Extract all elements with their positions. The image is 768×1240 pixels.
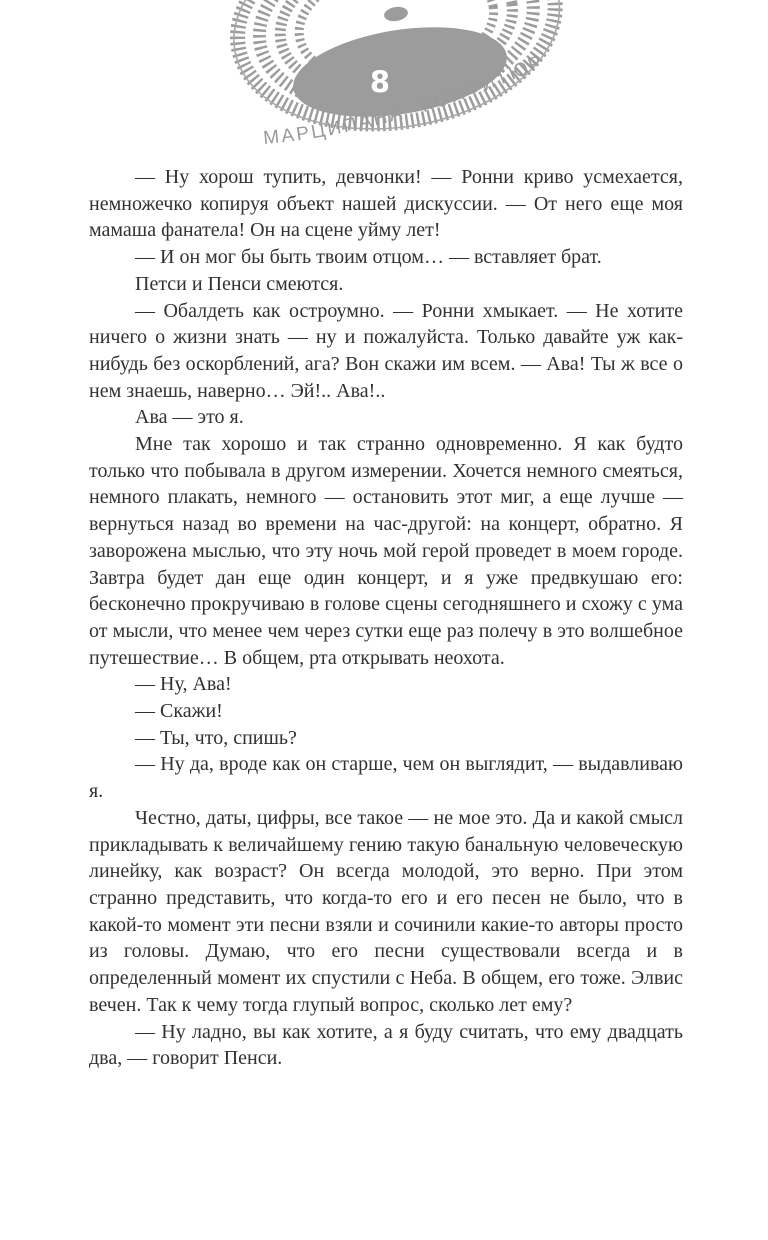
paragraph: — Ну, Ава! (135, 673, 232, 696)
paragraph: Петси и Пенси смеются. (135, 272, 344, 295)
paragraph: — И он мог бы быть твоим отцом… — вставляет брат. (135, 246, 602, 269)
author-name: МАРЦИПАНА КОНФИТЮР (262, 50, 548, 150)
paragraph: — Ты, что, спишь? (135, 726, 297, 749)
paragraph: Ава — это я. (135, 406, 244, 429)
paragraph: Мне так хорошо и так странно одновременно. Я как будто только что побывала в другом измерении. Хочется немного смеяться, немного плакать, немного — остановить этот миг, а еще лучше — вернуться назад во времени на час-другой: на концерт, обратно. Я заворожена мыслью, что эту ночь мой герой проведет в моем городе. Завтра будет дан еще один концерт, и я уже предвкушаю его: бесконечно прокручиваю в голове сцены сегодняшнего и схожу с ума от мысли, что менее чем через сутки еще раз полечу в это волшебное путешествие… В общем, рта открывать неохота. (89, 433, 683, 669)
page-number: 8 (369, 65, 391, 99)
paragraph: — Обалдеть как остроумно. — Ронни хмыкает. — Не хотите ничего о жизни знать — ну и пожалуйста. Только давайте уж как-нибудь без оскорблений, ага? Вон скажи им всем. — Ава! Ты ж все о нем знаешь, наверно… Эй!.. Ава!.. (89, 299, 683, 402)
paragraph: — Скажи! (135, 700, 223, 723)
page-text (89, 164, 683, 1072)
paragraph: Честно, даты, цифры, все такое — не мое это. Да и какой смысл прикладывать к величайшему гению такую банальную человеческую линейку, как возраст? Он всегда молодой, это верно. При этом странно представить, что когда-то его и его песен не было, что в какой-то момент эти песни взяли и сочинили какие-то авторы просто из головы. Думаю, что его песни существовали всегда и в определенный момент их спустили с Неба. В общем, его тоже. Элвис вечен. Так к чему тогда глупый вопрос, сколько лет ему? (89, 806, 683, 1016)
paragraph: — Ну ладно, вы как хотите, а я буду считать, что ему двадцать два, — говорит Пенси. (89, 1020, 683, 1070)
paragraph: — Ну да, вроде как он старше, чем он выглядит, — выдавливаю я. (89, 753, 683, 803)
paragraph: — Ну хорош тупить, девчонки! — Ронни криво усмехается, немножечко копируя объект нашей дискуссии. — От него еще моя мамаша фанатела! Он на сцене уйму лет! (89, 166, 683, 242)
vinyl-record-illustration (0, 0, 768, 170)
